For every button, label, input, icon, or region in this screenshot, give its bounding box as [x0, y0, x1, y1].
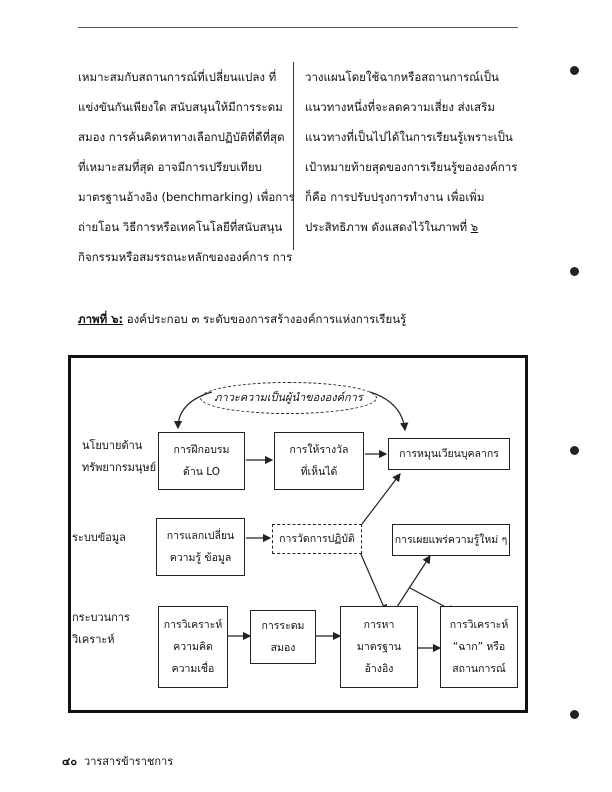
row-label-line: นโยบายด้าน — [82, 439, 143, 452]
left-line-1: เหมาะสมกับสถานการณ์ที่เปลี่ยนแปลง ที่ — [78, 70, 277, 84]
box-line: ที่เห็นได้ — [300, 466, 338, 478]
figure-title: องค์ประกอบ ๓ ระดับของการสร้างองค์การแห่งการเรียนรู้ — [123, 312, 407, 326]
box-line: มาตรฐาน — [356, 641, 402, 653]
left-line-7: กิจกรรมหรือสมรรถนะหลักขององค์การ การ — [78, 250, 293, 264]
left-line-6: ถ่ายโอน วิธีการหรือเทคโนโลยีที่สนับสนุน — [78, 220, 283, 234]
box-line: อ้างอิง — [364, 663, 394, 675]
box-staff-rotation — [388, 438, 510, 470]
box-line: สถานการณ์ — [452, 663, 506, 675]
left-line-4: ที่เหมาะสมที่สุด อาจมีการเปรียบเทียบ — [78, 160, 262, 174]
box-line: การวัดการปฏิบัติ — [279, 533, 355, 545]
row-label-line: ทรัพยากรมนุษย์ — [82, 461, 157, 474]
box-line: การหมุนเวียนบุคลากร — [399, 448, 499, 460]
box-line: การแลกเปลี่ยน — [166, 530, 235, 542]
box-rewards — [274, 432, 364, 490]
page-number: ๔๐ — [62, 755, 78, 768]
box-line: การหา — [363, 619, 395, 631]
box-line: การเผยแพร่ความรู้ใหม่ ๆ — [394, 534, 508, 546]
right-line-6-text: ประสิทธิภาพ ดังแสดงไว้ในภาพที่ — [305, 220, 471, 234]
box-performance-measurement — [272, 524, 362, 554]
box-line: ความคิด — [173, 641, 213, 653]
box-line: การระดม — [261, 620, 305, 632]
page-footer — [62, 752, 173, 770]
arrow-performance-to-rotation — [362, 474, 400, 524]
box-brainstorm — [250, 610, 316, 664]
leadership-oval: ภาวะความเป็นผู้นำขององค์การ — [200, 382, 377, 414]
box-concept-analysis — [158, 606, 228, 688]
box-line: สมอง — [270, 642, 296, 654]
right-line-5: ก็คือ การปรับปรุงการทำงาน เพื่อเพิ่ม — [305, 190, 485, 204]
box-benchmarking — [340, 606, 418, 688]
box-line: ด้าน LO — [183, 466, 220, 478]
box-line: ความเชื่อ — [171, 663, 215, 675]
figure-reference: ๖ — [470, 220, 479, 234]
right-line-1: วางแผนโดยใช้ฉากหรือสถานการณ์เป็น — [305, 70, 499, 84]
box-line: การฝึกอบรม — [173, 444, 230, 456]
row-label-info-system — [72, 527, 126, 549]
box-lo-training — [158, 432, 245, 490]
box-knowledge-exchange — [156, 518, 245, 576]
arrow-performance-to-benchmark — [360, 552, 386, 612]
arrow-benchmark-to-dissemination — [395, 556, 430, 610]
box-line: ความรู้ ข้อมูล — [169, 552, 232, 564]
box-scenario-analysis — [440, 606, 518, 688]
box-line: การวิเคราะห์ — [163, 619, 223, 631]
journal-name: วารสารข้าราชการ — [84, 755, 174, 768]
box-line: การให้รางวัล — [289, 444, 349, 456]
right-line-3: แนวทางที่เป็นไปได้ในการเรียนรู้เพราะเป็น — [305, 130, 513, 144]
left-line-3: สมอง การค้นคิดหาทางเลือกปฏิบัติที่ดีที่สุด — [78, 130, 285, 144]
row-label-line: วิเคราะห์ — [72, 633, 115, 646]
box-knowledge-dissemination — [392, 524, 510, 556]
row-label-hr-policy — [82, 435, 156, 479]
row-label-analysis — [72, 607, 130, 651]
figure-label: ภาพที่ ๖: — [78, 312, 124, 326]
row-label-line: ระบบข้อมูล — [72, 531, 126, 544]
right-line-2: แนวทางหนึ่งที่จะลดความเสี่ยง ส่งเสริม — [305, 100, 495, 114]
left-line-5: มาตรฐานอ้างอิง (benchmarking) เพื่อการ — [78, 190, 295, 204]
box-line: “ฉาก” หรือ — [452, 641, 506, 653]
left-line-2: แข่งขันกันเพียงใด สนับสนุนให้มีการระดม — [78, 100, 283, 114]
box-line: การวิเคราะห์ — [449, 619, 509, 631]
row-label-line: กระบวนการ — [72, 611, 130, 624]
right-line-4: เป้าหมายท้ายสุดของการเรียนรู้ขององค์การ — [305, 160, 518, 174]
